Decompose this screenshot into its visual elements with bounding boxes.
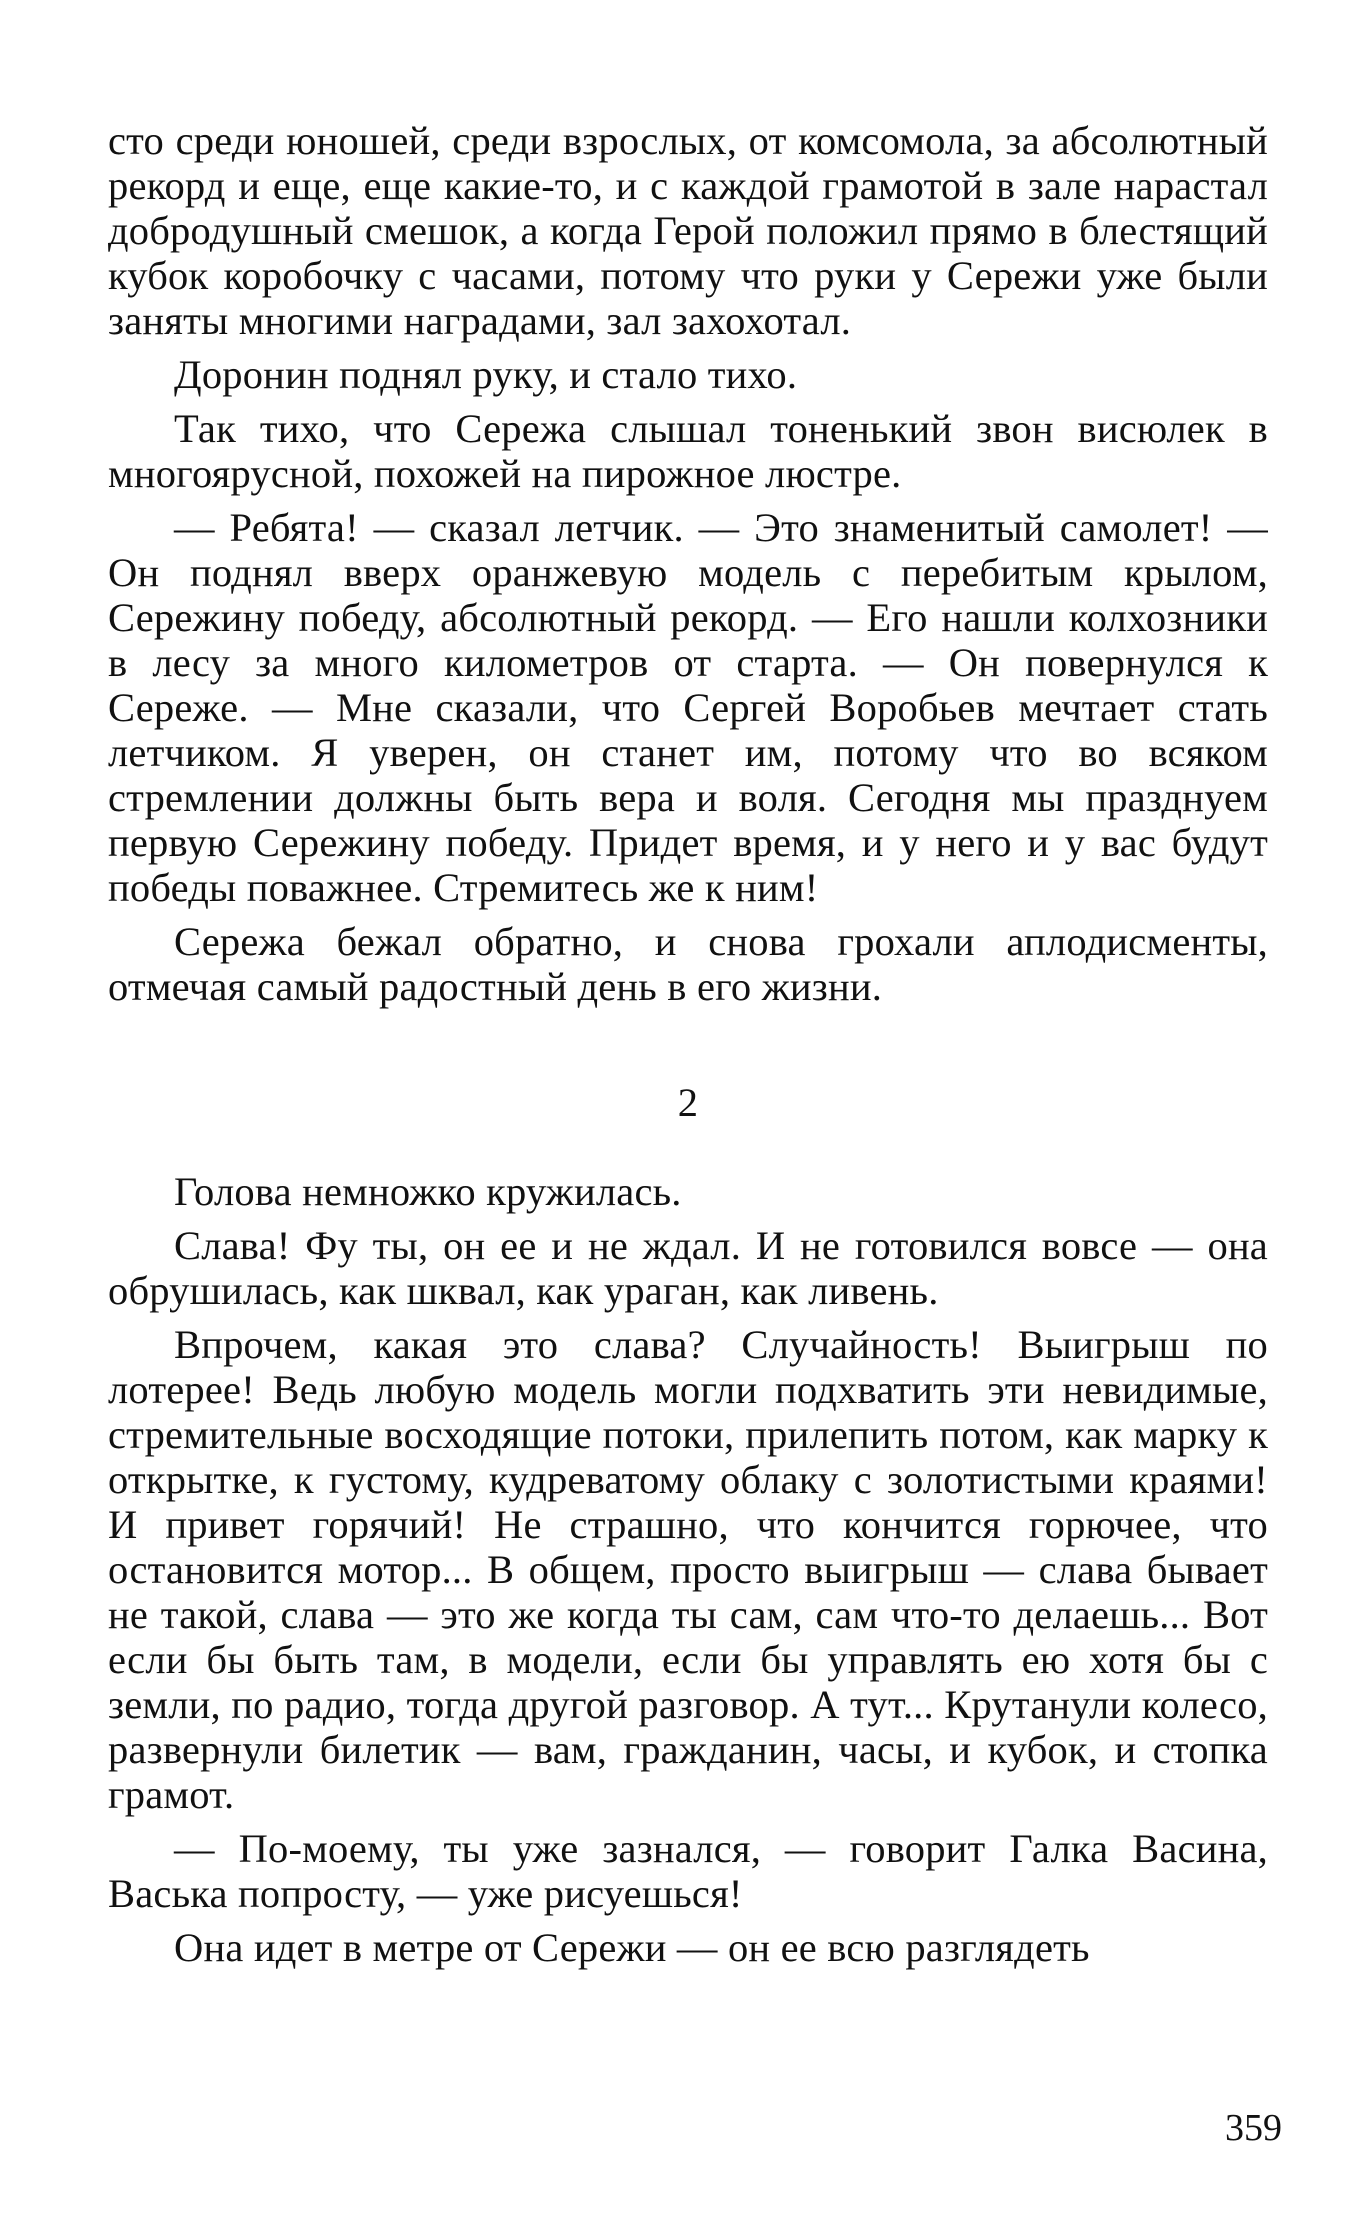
paragraph: Она идет в метре от Сережи — он ее всю разглядеть (174, 1925, 1090, 1970)
book-page-text (108, 118, 1268, 1970)
paragraph: Голова немножко кружилась. (174, 1169, 682, 1214)
paragraph: Так тихо, что Сережа слышал тоненький звон висюлек в многоярусной, похожей на пирожное люстре. (108, 406, 1268, 496)
paragraph: — Ребята! — сказал летчик. — Это знаменитый самолет! — Он поднял вверх оранжевую модель с перебитым крылом, Сережину победу, абсолютный рекорд. — Его нашли колхозники в лесу за много километров от старта. — Он повернулся к Сереже. — Мне сказали, что Сергей Воробьев мечтает стать летчиком. Я уверен, он станет им, потому что во всяком стремлении должны быть вера и воля. Сегодня мы празднуем первую Сережину победу. Придет время, и у него и у вас будут победы поважнее. Стремитесь же к ним! (108, 505, 1268, 910)
paragraph: Слава! Фу ты, он ее и не ждал. И не готовился вовсе — она обрушилась, как шквал, как ураган, как ливень. (108, 1223, 1268, 1313)
section-number: 2 (677, 1080, 699, 1125)
page-number: 359 (1225, 2107, 1282, 2149)
paragraph: Доронин поднял руку, и стало тихо. (174, 352, 798, 397)
paragraph: Впрочем, какая это слава? Случайность! Выигрыш по лотерее! Ведь любую модель могли подхватить эти невидимые, стремительные восходящие потоки, прилепить потом, как марку к открытке, к густому, кудреватому облаку с золотистыми краями! И привет горячий! Не страшно, что кончится горючее, что остановится мотор... В общем, просто выигрыш — слава бывает не такой, слава — это же когда ты сам, сам что-то делаешь... Вот если бы быть там, в модели, если бы управлять ею хотя бы с земли, по радио, тогда другой разговор. А тут... Крутанули колесо, развернули билетик — вам, гражданин, часы, и кубок, и стопка грамот. (108, 1322, 1268, 1817)
paragraph: — По-моему, ты уже зазнался, — говорит Галка Васина, Васька попросту, — уже рисуешься! (108, 1826, 1268, 1916)
paragraph: сто среди юношей, среди взрослых, от комсомола, за абсолютный рекорд и еще, еще какие-то, и с каждой грамотой в зале нарастал добродушный смешок, а когда Герой положил прямо в блестящий кубок коробочку с часами, потому что руки у Сережи уже были заняты многими наградами, зал захохотал. (108, 118, 1268, 343)
paragraph: Сережа бежал обратно, и снова грохали аплодисменты, отмечая самый радостный день в его жизни. (108, 919, 1268, 1009)
